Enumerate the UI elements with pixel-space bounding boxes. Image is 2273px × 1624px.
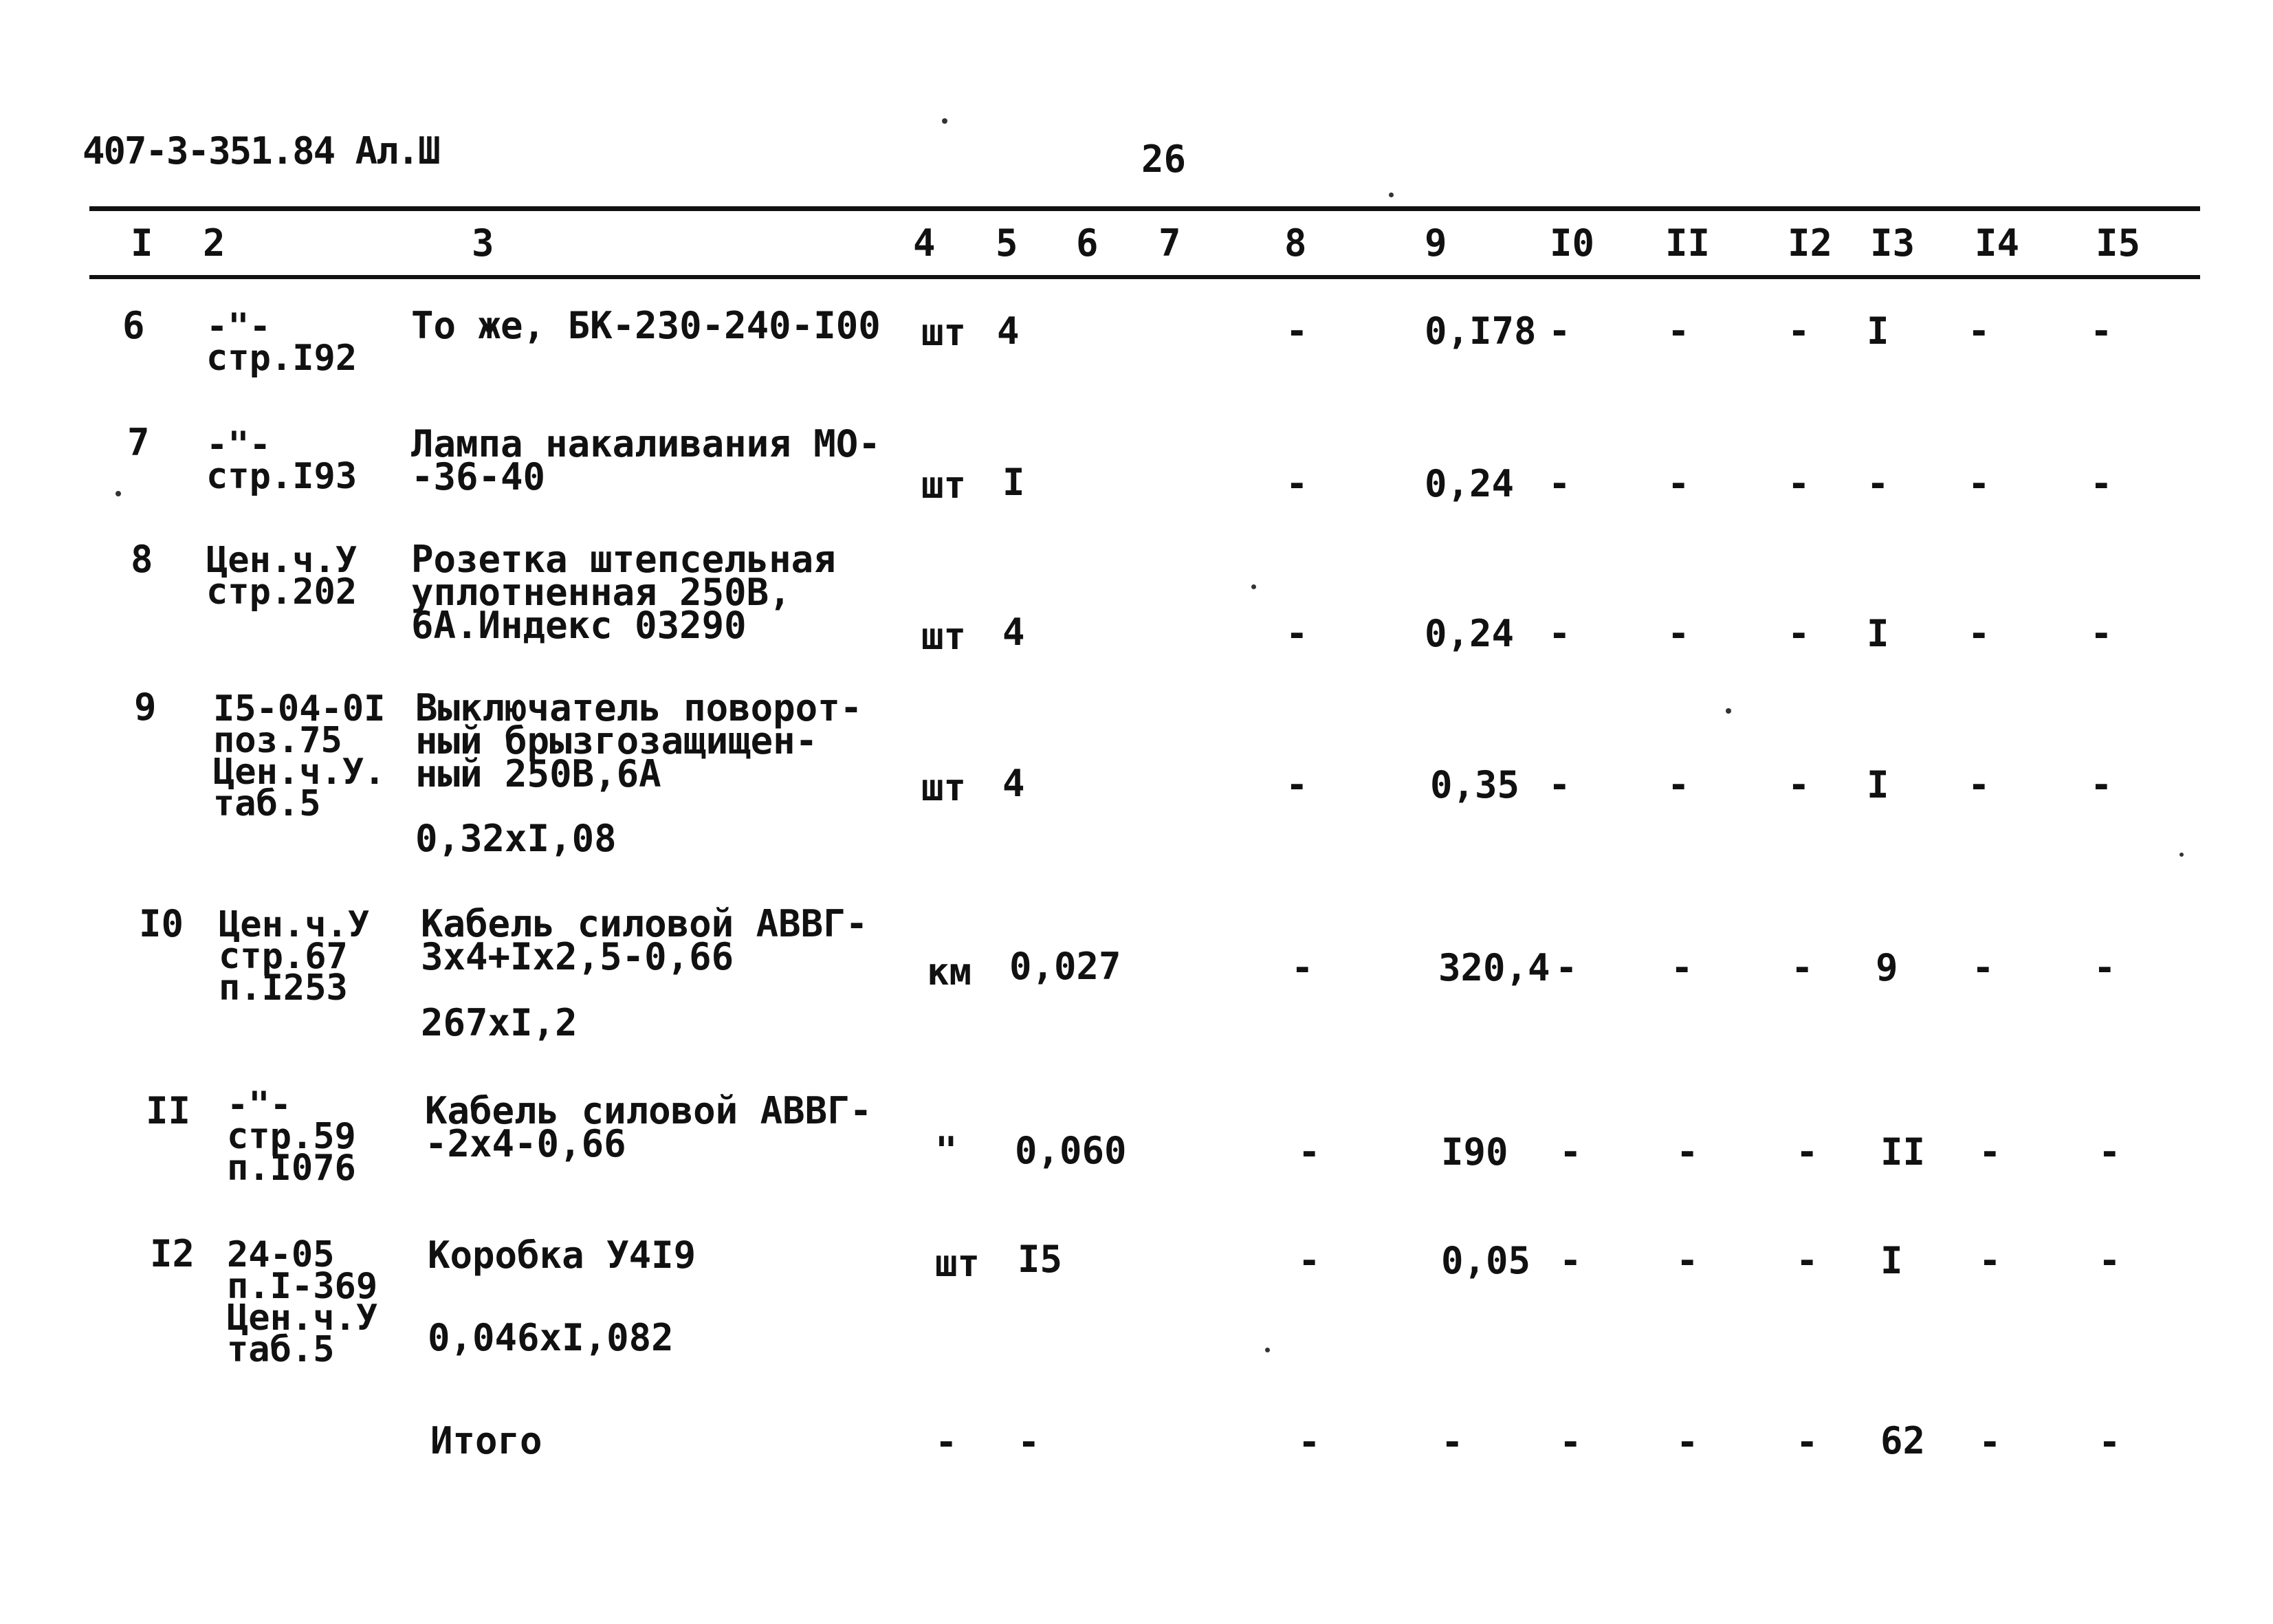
top-rule xyxy=(89,206,2200,211)
row-name: Выключатель поворот- ный брызгозащищен- ный 250В,6А xyxy=(415,686,863,795)
total-col14: - xyxy=(1979,1420,2001,1464)
row-col14: - xyxy=(1968,309,1990,353)
row-col14: - xyxy=(1968,612,1990,655)
row-col11: - xyxy=(1667,763,1690,806)
column-header: II xyxy=(1665,221,1711,265)
row-col11: - xyxy=(1676,1130,1699,1174)
row-col9: 0,24 xyxy=(1425,612,1515,655)
row-number: 7 xyxy=(127,421,150,464)
row-col10: - xyxy=(1548,763,1571,806)
row-col8: - xyxy=(1298,1130,1321,1174)
column-header: I xyxy=(131,221,153,265)
row-col10: - xyxy=(1559,1130,1582,1174)
header-rule xyxy=(89,275,2200,279)
row-number: I2 xyxy=(150,1232,195,1275)
row-reference: -"- стр.59 п.I076 xyxy=(227,1084,356,1189)
document-code: 407-3-351.84 Ал.Ш xyxy=(83,129,439,173)
total-col10: - xyxy=(1559,1420,1582,1464)
row-name: Розетка штепсельная уплотненная 250В, 6А.Индекс 03290 xyxy=(411,538,836,647)
total-col12: - xyxy=(1796,1420,1819,1464)
total-col5: - xyxy=(1018,1420,1040,1464)
scan-speck xyxy=(1389,193,1394,197)
row-col11: - xyxy=(1667,462,1690,505)
scan-speck xyxy=(1251,584,1256,589)
row-col13: I xyxy=(1867,612,1889,655)
row-col14: - xyxy=(1979,1239,2001,1282)
row-col13: 9 xyxy=(1876,946,1898,989)
row-col11: - xyxy=(1676,1239,1699,1282)
row-col14: - xyxy=(1968,763,1990,806)
row-number: II xyxy=(146,1089,191,1132)
row-unit: шт xyxy=(921,615,967,658)
row-col15: - xyxy=(2090,612,2113,655)
total-col8: - xyxy=(1298,1420,1321,1464)
row-name: Кабель силовой АВВГ- 3x4+Ix2,5-0,66 xyxy=(421,902,868,978)
row-col8: - xyxy=(1286,462,1308,505)
column-header: I3 xyxy=(1870,221,1915,265)
row-col11: - xyxy=(1667,612,1690,655)
row-col11: - xyxy=(1667,309,1690,353)
row-reference: -"- стр.I93 xyxy=(206,424,358,497)
column-header: 8 xyxy=(1284,221,1307,265)
column-header: 4 xyxy=(913,221,936,265)
row-quantity: 4 xyxy=(1002,762,1025,805)
page-number: 26 xyxy=(1141,138,1187,181)
column-header: 9 xyxy=(1425,221,1447,265)
row-col8: - xyxy=(1286,763,1308,806)
row-col15: - xyxy=(2098,1239,2121,1282)
row-quantity: 0,027 xyxy=(1009,945,1121,988)
row-reference: 24-05 п.I-369 Цен.ч.У таб.5 xyxy=(227,1234,378,1370)
row-col12: - xyxy=(1791,946,1814,989)
row-col15: - xyxy=(2090,462,2113,505)
row-col12: - xyxy=(1796,1239,1819,1282)
row-col8: - xyxy=(1286,309,1308,353)
row-col10: - xyxy=(1548,462,1571,505)
scan-speck xyxy=(116,491,121,496)
total-col11: - xyxy=(1676,1420,1699,1464)
row-col13: II xyxy=(1880,1130,1926,1174)
row-col11: - xyxy=(1671,946,1693,989)
row-quantity: 4 xyxy=(1002,611,1025,654)
row-col8: - xyxy=(1291,946,1314,989)
column-header: 3 xyxy=(472,221,494,265)
row-col12: - xyxy=(1796,1130,1819,1174)
row-reference: Цен.ч.У стр.67 п.I253 xyxy=(219,904,370,1009)
total-label: Итого xyxy=(430,1419,542,1462)
row-number: 8 xyxy=(131,538,153,581)
column-header: 2 xyxy=(203,221,226,265)
row-calculation: 0,32xI,08 xyxy=(415,817,617,860)
row-calculation: 0,046xI,082 xyxy=(428,1316,674,1359)
row-col13: - xyxy=(1867,462,1889,505)
row-number: 6 xyxy=(122,304,145,347)
row-name: Коробка У4I9 xyxy=(428,1233,696,1277)
row-col9: 320,4 xyxy=(1438,946,1550,989)
row-col15: - xyxy=(2090,309,2113,353)
row-col13: I xyxy=(1867,763,1889,806)
row-col14: - xyxy=(1972,946,1995,989)
row-col12: - xyxy=(1788,462,1810,505)
scan-speck xyxy=(2179,853,2184,857)
column-header: I2 xyxy=(1788,221,1833,265)
row-unit: шт xyxy=(921,766,967,809)
total-col9: - xyxy=(1441,1420,1464,1464)
row-col12: - xyxy=(1788,763,1810,806)
row-reference: Цен.ч.У стр.202 xyxy=(206,540,358,613)
row-col9: 0,05 xyxy=(1441,1239,1531,1282)
row-unit: " xyxy=(935,1129,958,1172)
row-name: То же, БК-230-240-I00 xyxy=(411,304,881,347)
column-header: 5 xyxy=(996,221,1018,265)
row-col8: - xyxy=(1298,1239,1321,1282)
column-header: I0 xyxy=(1550,221,1595,265)
row-col15: - xyxy=(2090,763,2113,806)
total-col13: 62 xyxy=(1880,1419,1926,1462)
row-name: Лампа накаливания МО- -36-40 xyxy=(411,422,881,498)
scan-speck xyxy=(1726,708,1731,714)
total-col4: - xyxy=(935,1420,958,1464)
row-col10: - xyxy=(1555,946,1578,989)
row-col9: 0,35 xyxy=(1430,763,1520,806)
row-unit: км xyxy=(927,950,972,994)
row-col9: 0,I78 xyxy=(1425,309,1537,353)
row-col15: - xyxy=(2094,946,2116,989)
column-header: I4 xyxy=(1975,221,2020,265)
row-col14: - xyxy=(1979,1130,2001,1174)
row-col15: - xyxy=(2098,1130,2121,1174)
row-reference: -"- стр.I92 xyxy=(206,306,358,379)
row-col12: - xyxy=(1788,612,1810,655)
row-col12: - xyxy=(1788,309,1810,353)
row-col13: I xyxy=(1880,1239,1903,1282)
row-calculation: 267xI,2 xyxy=(421,1001,578,1044)
scan-speck xyxy=(942,118,947,124)
row-quantity: I xyxy=(1002,461,1025,504)
row-col10: - xyxy=(1559,1239,1582,1282)
row-unit: шт xyxy=(921,311,967,354)
row-unit: шт xyxy=(921,463,967,507)
row-quantity: I5 xyxy=(1018,1238,1063,1281)
row-col13: I xyxy=(1867,309,1889,353)
row-col10: - xyxy=(1548,612,1571,655)
row-col10: - xyxy=(1548,309,1571,353)
column-header: 7 xyxy=(1159,221,1181,265)
row-number: I0 xyxy=(139,902,184,945)
row-col9: 0,24 xyxy=(1425,462,1515,505)
row-number: 9 xyxy=(134,685,157,729)
row-quantity: 0,060 xyxy=(1015,1129,1127,1172)
column-header: 6 xyxy=(1076,221,1099,265)
scan-speck xyxy=(1265,1348,1270,1352)
row-reference: I5-04-0I поз.75 Цен.ч.У. таб.5 xyxy=(213,688,386,824)
row-col8: - xyxy=(1286,612,1308,655)
row-quantity: 4 xyxy=(997,309,1020,353)
row-col9: I90 xyxy=(1441,1130,1508,1174)
row-col14: - xyxy=(1968,462,1990,505)
total-col15: - xyxy=(2098,1420,2121,1464)
row-name: Кабель силовой АВВГ- -2x4-0,66 xyxy=(425,1089,872,1165)
column-header: I5 xyxy=(2096,221,2141,265)
row-unit: шт xyxy=(935,1242,980,1285)
